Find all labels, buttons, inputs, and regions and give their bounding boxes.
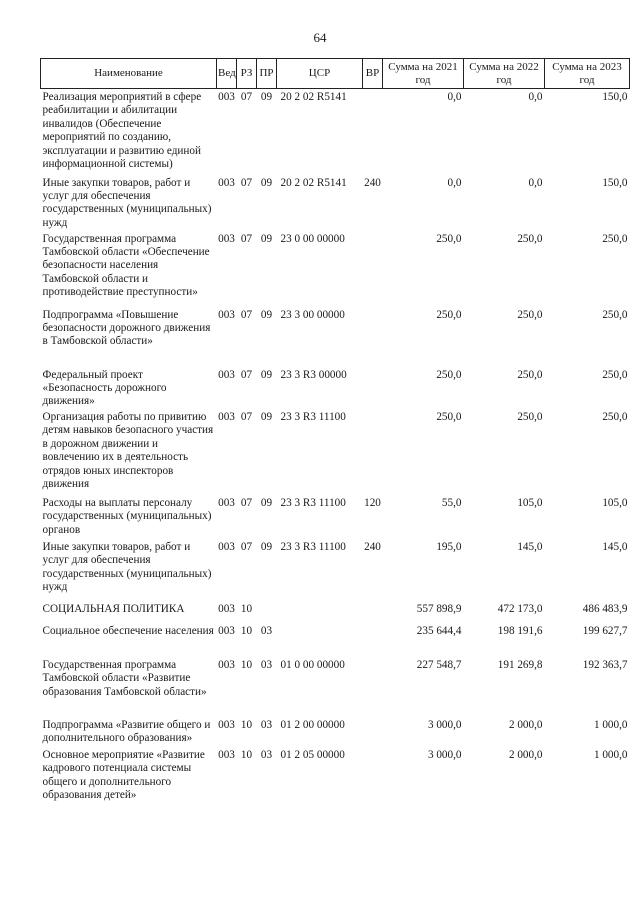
budget-table	[40, 58, 630, 827]
row-sum-2022: 198 191,6	[497, 624, 543, 637]
row-sum-2022: 2 000,0	[508, 718, 543, 731]
header-sum-2021: Сумма на 2021 год	[383, 59, 464, 89]
row-name: Подпрограмма «Повышение безопасности дорожного движения в Тамбовской области»	[42, 308, 211, 348]
row-sum-2023: 150,0	[602, 176, 628, 189]
row-rz: 07	[240, 540, 253, 553]
header-pr: ПР	[257, 59, 277, 89]
row-csr: 01 2 00 00000	[280, 718, 345, 731]
table-row	[41, 657, 630, 717]
row-pr: 03	[260, 624, 273, 637]
row-rz: 10	[240, 602, 253, 615]
header-csr: ЦСР	[277, 59, 363, 89]
row-rz: 10	[240, 624, 253, 637]
row-pr: 09	[260, 410, 273, 423]
row-sum-2022: 250,0	[517, 232, 543, 245]
row-pr: 09	[260, 540, 273, 553]
row-vr	[363, 623, 383, 657]
row-sum-2023: 192 363,7	[582, 658, 628, 671]
row-sum-2023: 250,0	[602, 232, 628, 245]
row-pr: 09	[260, 91, 273, 103]
row-sum-2022: 2 000,0	[508, 748, 543, 761]
header-rz: РЗ	[237, 59, 257, 89]
table-row	[41, 231, 630, 307]
row-sum-2021: 195,0	[436, 540, 462, 553]
row-sum-2023: 1 000,0	[593, 748, 628, 761]
row-sum-2022: 250,0	[517, 410, 543, 423]
table-row	[41, 717, 630, 747]
table-row	[41, 495, 630, 539]
row-sum-2023: 150,0	[602, 91, 628, 103]
row-pr: 09	[260, 308, 273, 321]
row-ved: 003	[218, 496, 235, 509]
header-sum-2023: Сумма на 2023 год	[545, 59, 630, 89]
row-vr	[363, 307, 383, 367]
row-name: Расходы на выплаты персоналу государственных (муниципальных) органов	[42, 496, 212, 536]
row-sum-2022: 250,0	[517, 308, 543, 321]
row-ved: 003	[218, 410, 235, 423]
row-pr: 09	[260, 232, 273, 245]
row-name: Иные закупки товаров, работ и услуг для обеспечения государственных (муниципальных) нужд	[42, 540, 212, 594]
row-sum-2021: 250,0	[436, 368, 462, 381]
row-rz: 07	[240, 308, 253, 321]
row-ved: 003	[218, 232, 235, 245]
row-name: Иные закупки товаров, работ и услуг для обеспечения государственных (муниципальных) нужд	[42, 176, 212, 229]
row-vr	[363, 367, 383, 409]
row-sum-2022: 472 173,0	[497, 602, 543, 615]
table-row	[41, 623, 630, 657]
row-csr: 01 2 05 00000	[280, 748, 345, 761]
row-vr	[363, 409, 383, 495]
header-ved: Вед	[217, 59, 237, 89]
row-sum-2022: 105,0	[517, 496, 543, 509]
row-csr: 23 3 R3 11100	[280, 410, 346, 423]
row-name: Государственная программа Тамбовской области «Обеспечение безопасности населения Тамбовской области и противодействие преступности»	[42, 232, 210, 299]
row-pr: 09	[260, 496, 273, 509]
header-vr: ВР	[363, 59, 383, 89]
row-csr: 23 3 00 00000	[280, 308, 345, 321]
row-ved: 003	[218, 368, 235, 381]
row-sum-2022: 0,0	[528, 91, 543, 103]
row-name: Подпрограмма «Развитие общего и дополнительного образования»	[42, 718, 211, 745]
row-ved: 003	[218, 658, 235, 671]
row-rz: 07	[240, 176, 253, 189]
row-vr	[363, 231, 383, 307]
row-sum-2021: 557 898,9	[416, 602, 462, 615]
row-sum-2021: 3 000,0	[427, 748, 462, 761]
row-sum-2021: 250,0	[436, 410, 462, 423]
row-sum-2021: 3 000,0	[427, 718, 462, 731]
row-sum-2021: 0,0	[447, 176, 462, 189]
row-ved: 003	[218, 91, 235, 103]
table-row	[41, 601, 630, 623]
row-sum-2023: 199 627,7	[582, 624, 628, 637]
row-sum-2023: 250,0	[602, 410, 628, 423]
row-csr: 01 0 00 00000	[280, 658, 345, 671]
row-ved: 003	[218, 308, 235, 321]
header-name: Наименование	[41, 59, 217, 89]
row-sum-2023: 486 483,9	[582, 602, 628, 615]
row-vr	[363, 747, 383, 827]
row-ved: 003	[218, 718, 235, 731]
row-rz: 07	[240, 496, 253, 509]
row-csr: 23 3 R3 00000	[280, 368, 347, 381]
row-name: Государственная программа Тамбовской области «Развитие образования Тамбовской области»	[42, 658, 207, 698]
table-row	[41, 367, 630, 409]
row-sum-2021: 250,0	[436, 308, 462, 321]
row-ved: 003	[218, 540, 235, 553]
row-name: Организация работы по привитию детям навыков безопасного участия в дорожном движении и вовлечению их в деятельность отрядов юных инспекторов движения	[42, 410, 214, 490]
table-row	[41, 747, 630, 827]
row-sum-2023: 105,0	[602, 496, 628, 509]
row-rz: 07	[240, 368, 253, 381]
row-rz: 10	[240, 658, 253, 671]
row-pr: 09	[260, 176, 273, 189]
row-name: Реализация мероприятий в сфере реабилитации и абилитации инвалидов (Обеспечение мероприятий по созданию, эксплуатации и развитию единой информационной системы)	[42, 91, 202, 171]
row-sum-2022: 145,0	[517, 540, 543, 553]
row-sum-2023: 250,0	[602, 308, 628, 321]
row-ved: 003	[218, 602, 235, 615]
row-name: СОЦИАЛЬНАЯ ПОЛИТИКА	[42, 602, 185, 615]
row-ved: 003	[218, 748, 235, 761]
row-rz: 07	[240, 91, 253, 103]
row-sum-2021: 250,0	[436, 232, 462, 245]
row-pr	[257, 601, 277, 623]
row-sum-2023: 145,0	[602, 540, 628, 553]
table-row	[41, 539, 630, 601]
row-rz: 07	[240, 232, 253, 245]
row-vr	[363, 657, 383, 717]
row-csr: 23 3 R3 11100	[280, 540, 346, 553]
row-csr: 20 2 02 R5141	[280, 176, 347, 189]
row-csr: 23 0 00 00000	[280, 232, 345, 245]
row-csr: 20 2 02 R5141	[280, 91, 347, 103]
header-sum-2022: Сумма на 2022 год	[464, 59, 545, 89]
row-pr: 03	[260, 658, 273, 671]
table-row	[41, 409, 630, 495]
row-rz: 10	[240, 718, 253, 731]
row-vr: 120	[364, 496, 381, 509]
row-sum-2023: 250,0	[602, 368, 628, 381]
row-vr	[363, 717, 383, 747]
row-ved: 003	[218, 624, 235, 637]
row-name: Социальное обеспечение населения	[42, 624, 214, 637]
row-name: Федеральный проект «Безопасность дорожного движения»	[42, 368, 167, 408]
row-vr	[363, 89, 383, 175]
row-pr: 09	[260, 368, 273, 381]
row-rz: 07	[240, 410, 253, 423]
row-sum-2021: 0,0	[447, 91, 462, 103]
row-pr: 03	[260, 748, 273, 761]
row-sum-2023: 1 000,0	[593, 718, 628, 731]
row-name: Основное мероприятие «Развитие кадрового потенциала системы общего и дополнительного образования детей»	[42, 748, 205, 802]
row-ved: 003	[218, 176, 235, 189]
row-csr	[277, 601, 363, 623]
row-sum-2022: 0,0	[528, 176, 543, 189]
table-row	[41, 307, 630, 367]
row-vr	[363, 601, 383, 623]
page-number: 64	[313, 30, 327, 45]
row-csr	[277, 623, 363, 657]
table-row	[41, 175, 630, 231]
row-csr: 23 3 R3 11100	[280, 496, 346, 509]
row-sum-2022: 250,0	[517, 368, 543, 381]
table-row	[41, 89, 630, 175]
row-sum-2021: 55,0	[441, 496, 462, 509]
row-pr: 03	[260, 718, 273, 731]
row-rz: 10	[240, 748, 253, 761]
row-vr: 240	[364, 176, 381, 189]
row-sum-2021: 235 644,4	[416, 624, 462, 637]
row-vr: 240	[364, 540, 381, 553]
row-sum-2022: 191 269,8	[497, 658, 543, 671]
table-header-row	[41, 59, 630, 89]
row-sum-2021: 227 548,7	[416, 658, 462, 671]
